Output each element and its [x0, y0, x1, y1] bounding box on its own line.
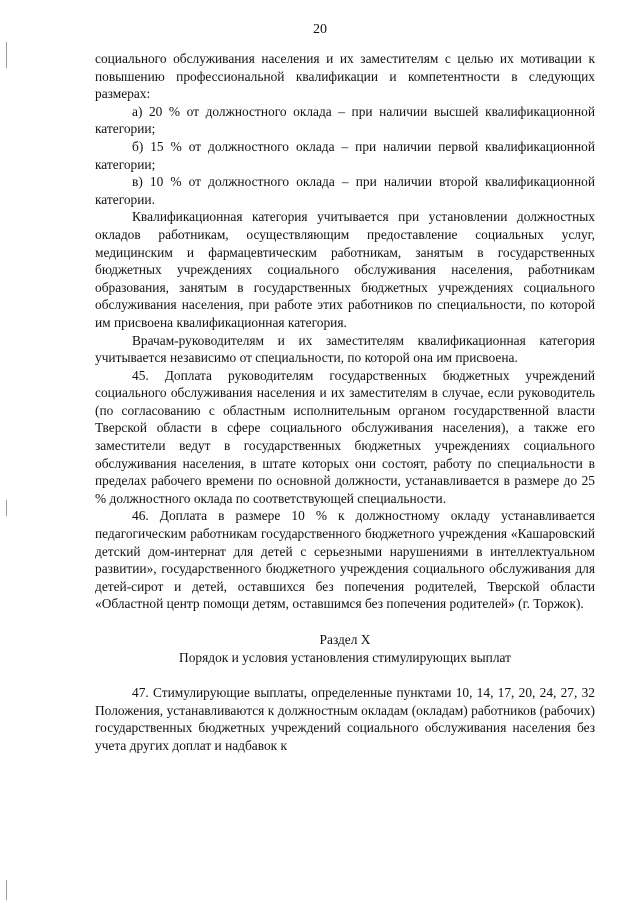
scan-edge-mark-middle	[6, 500, 7, 516]
page-number: 20	[313, 22, 327, 37]
scan-edge-mark-bottom	[6, 880, 7, 900]
section-title: Раздел X	[319, 632, 371, 647]
paragraph: Врачам-руководителям и их заместителям квалификационная категория учитывается независимо от специальности, по которой она им присвоена.	[95, 332, 595, 366]
paragraphs-before-section	[95, 50, 595, 613]
paragraph: а) 20 % от должностного оклада – при наличии высшей квалификационной категории;	[95, 103, 595, 137]
paragraph: Квалификационная категория учитывается при установлении должностных окладов работникам, осуществляющим предоставление социальных услуг, медицинским и фармацевтическим работникам, занятым в государственных бюджетных учреждениях социального обслуживания населения, работникам образования, занятым в государственных бюджетных учреждениях социального обслуживания населения, при работе этих работников по специальности, по которой им присвоена квалификационная категория.	[95, 209, 595, 330]
section-subtitle: Порядок и условия установления стимулирующих выплат	[179, 649, 511, 665]
scan-edge-mark-top	[6, 42, 7, 68]
paragraph: б) 15 % от должностного оклада – при наличии первой квалификационной категории;	[95, 138, 595, 172]
paragraph: 46. Доплата в размере 10 % к должностному окладу устанавливается педагогическим работникам государственного бюджетного учреждения «Кашаровский детский дом-интернат для детей с серьезными нарушениями в интеллектуальном развитии», государственного бюджетного учреждения социального обслуживания для детей-сирот и детей, оставшихся без попечения родителей, Тверской области «Областной центр помощи детям, оставшимся без попечения родителей» (г. Торжок).	[95, 508, 595, 612]
paragraph: в) 10 % от должностного оклада – при наличии второй квалификационной категории.	[95, 174, 595, 207]
paragraph: 47. Стимулирующие выплаты, определенные пунктами 10, 14, 17, 20, 24, 27, 32 Положения, устанавливаются к должностным окладам (окладам) работников (рабочих) государственных бюджетных учреждений социального обслуживания населения без учета других доплат и надбавок к	[95, 685, 595, 753]
paragraph: 45. Доплата руководителям государственных бюджетных учреждений социального обслуживания населения и их заместителям в случае, если руководитель (по согласованию с областным исполнительным органом государственной власти Тверской области в сфере социального обслуживания населения), а также его заместители ведут в государственных бюджетных учреждениях социального обслуживания населения, в штате которых они состоят, работу по специальности в пределах рабочего времени по основной должности, устанавливается в размере до 25 % должностного оклада по соответствующей специальности.	[95, 367, 595, 506]
paragraph: социального обслуживания населения и их заместителям с целью их мотивации к повышению профессиональной квалификации и компетентности в следующих размерах:	[95, 51, 595, 102]
document-body	[95, 50, 595, 755]
paragraphs-after-section	[95, 684, 595, 754]
